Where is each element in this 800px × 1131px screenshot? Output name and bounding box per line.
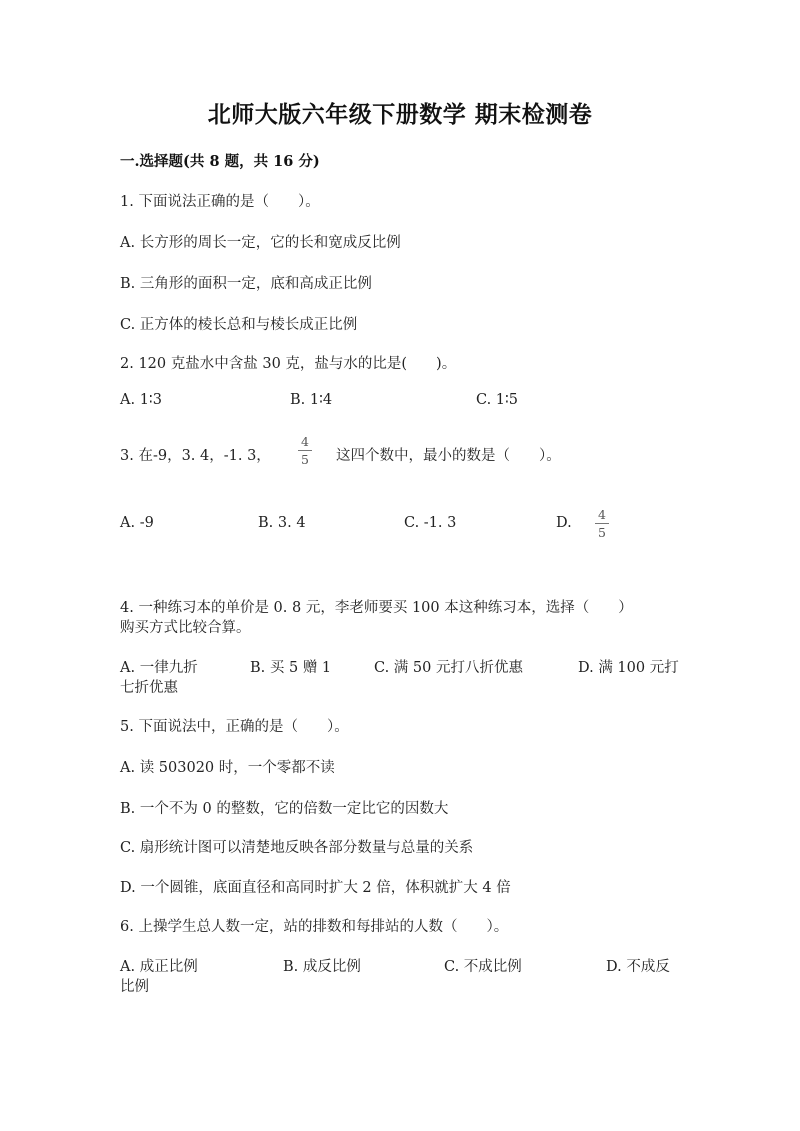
question-3-fraction xyxy=(297,435,313,467)
question-1-option-c: C. 正方体的棱长总和与棱长成正比例 xyxy=(120,317,358,333)
question-1-option-a: A. 长方形的周长一定，它的长和宽成反比例 xyxy=(120,235,401,251)
question-6-option-b: B. 成反比例 xyxy=(283,959,361,975)
question-4-stem-line-1: 4. 一种练习本的单价是 0. 8 元，李老师要买 100 本这种练习本，选择（ ） xyxy=(120,600,633,616)
section-heading: 一.选择题(共 8 题，共 16 分) xyxy=(120,153,320,170)
question-3-option-d-fraction xyxy=(594,508,610,540)
fraction-numerator: 4 xyxy=(301,434,309,449)
question-2-stem: 2. 120 克盐水中含盐 30 克，盐与水的比是( )。 xyxy=(120,356,457,372)
question-3-stem-end: 这四个数中，最小的数是（ ）。 xyxy=(336,448,561,464)
question-4-option-d-continued: 七折优惠 xyxy=(120,680,178,696)
fraction-bar xyxy=(298,450,312,451)
question-5-option-a: A. 读 503020 时，一个零都不读 xyxy=(120,760,335,776)
question-4-stem-line-2: 购买方式比较合算。 xyxy=(120,620,251,636)
fraction-denominator: 5 xyxy=(301,452,309,467)
fraction-bar xyxy=(595,523,609,524)
question-5-stem: 5. 下面说法中，正确的是（ ）。 xyxy=(120,719,349,735)
question-3-option-d: D. xyxy=(556,515,572,531)
question-6-option-d: D. 不成反 xyxy=(606,959,670,975)
question-4-option-b: B. 买 5 赠 1 xyxy=(250,660,332,676)
exam-title: 北师大版六年级下册数学 期末检测卷 xyxy=(207,101,593,128)
question-4-option-a: A. 一律九折 xyxy=(120,660,198,676)
question-4-option-d: D. 满 100 元打 xyxy=(578,660,679,676)
question-6-option-a: A. 成正比例 xyxy=(120,959,198,975)
question-2-option-c: C. 1∶5 xyxy=(476,392,519,408)
question-4-option-c: C. 满 50 元打八折优惠 xyxy=(374,660,523,676)
question-5-option-c: C. 扇形统计图可以清楚地反映各部分数量与总量的关系 xyxy=(120,840,474,856)
question-2-option-b: B. 1∶4 xyxy=(290,392,333,408)
question-5-option-b: B. 一个不为 0 的整数，它的倍数一定比它的因数大 xyxy=(120,801,449,817)
question-3-option-b: B. 3. 4 xyxy=(258,515,306,531)
question-1-option-b: B. 三角形的面积一定，底和高成正比例 xyxy=(120,276,372,292)
question-6-option-c: C. 不成比例 xyxy=(444,959,522,975)
question-3-stem-start: 3. 在-9，3. 4，-1. 3， xyxy=(120,448,271,464)
question-5-option-d: D. 一个圆锥，底面直径和高同时扩大 2 倍，体积就扩大 4 倍 xyxy=(120,880,511,896)
question-3-option-a: A. -9 xyxy=(120,515,154,531)
question-6-option-d-continued: 比例 xyxy=(120,979,149,995)
fraction-numerator: 4 xyxy=(598,507,606,522)
question-3-option-c: C. -1. 3 xyxy=(404,515,457,531)
fraction-denominator: 5 xyxy=(598,525,606,540)
question-2-option-a: A. 1∶3 xyxy=(120,392,162,408)
question-1-stem: 1. 下面说法正确的是（ ）。 xyxy=(120,194,320,210)
question-6-stem: 6. 上操学生总人数一定，站的排数和每排站的人数（ ）。 xyxy=(120,919,509,935)
